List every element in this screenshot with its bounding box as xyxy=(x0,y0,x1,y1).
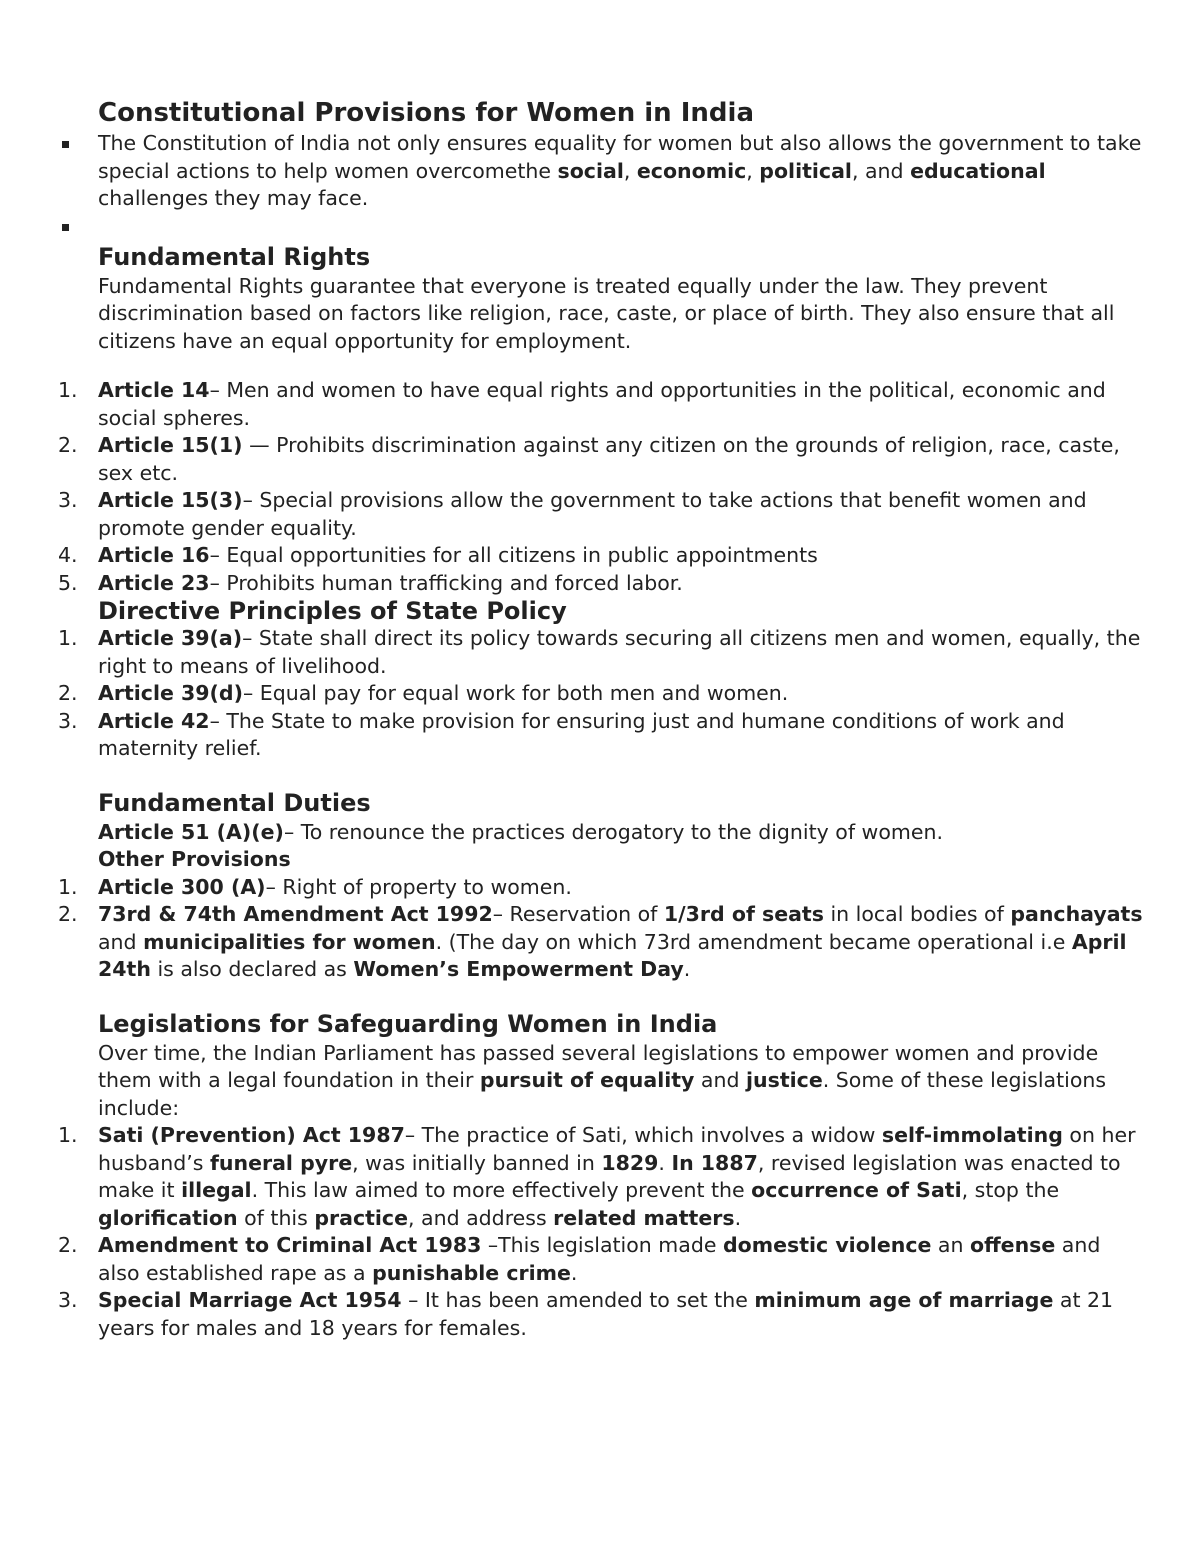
bold-text: Article 39(d) xyxy=(98,681,243,705)
bold-text: Article 39(a) xyxy=(98,626,243,650)
bold-text: social xyxy=(557,158,624,183)
list-item xyxy=(58,874,1148,902)
text-run: , stop the xyxy=(961,1178,1060,1202)
heading-legislations: Legislations for Safeguarding Women in India xyxy=(98,1009,718,1038)
list-item-text xyxy=(98,377,1148,432)
list-item-text xyxy=(98,1232,1148,1287)
text-run: –This legislation made xyxy=(481,1233,723,1257)
list-item-text xyxy=(98,874,1148,902)
legislations-list xyxy=(58,1122,1148,1342)
bold-text: occurrence of Sati xyxy=(751,1178,962,1202)
square-bullet-icon xyxy=(62,224,69,231)
bold-text: glorification xyxy=(98,1205,238,1230)
text-run: – Men and women to have equal rights and opportunities in the political, economic and social spheres. xyxy=(98,378,1106,430)
text-run: , xyxy=(746,158,760,183)
text-run: challenges they may face. xyxy=(98,186,369,210)
list-item xyxy=(58,377,1148,432)
bold-text: 73rd & 74th Amendment Act 1992 xyxy=(98,902,493,926)
list-item-text xyxy=(98,901,1148,984)
bold-text: Article 16 xyxy=(98,543,210,567)
text-run: , was initially banned in xyxy=(352,1150,602,1175)
text-run: . (The day on which 73rd amendment became operational i.e xyxy=(435,929,1072,954)
text-run: and xyxy=(694,1068,747,1092)
list-item xyxy=(58,680,1148,708)
text-run: – Reservation of xyxy=(492,902,664,926)
square-bullet-icon xyxy=(62,141,69,148)
bold-text: self-immolating xyxy=(881,1123,1063,1147)
text-run: – It has been amended to set the xyxy=(401,1288,755,1312)
text-run: , revised legislation was enacted to make it xyxy=(98,1150,1121,1202)
list-item-text xyxy=(98,680,1148,708)
bold-text: offense xyxy=(969,1233,1056,1257)
text-run: , and xyxy=(851,158,911,183)
text-run: of this xyxy=(237,1205,315,1230)
list-number: 3. xyxy=(58,488,78,512)
list-item-text xyxy=(98,1287,1148,1342)
article-51-line xyxy=(98,819,1148,847)
bold-text: Article 42 xyxy=(98,708,210,733)
bold-text: Special Marriage Act 1954 xyxy=(98,1288,402,1312)
list-number: 3. xyxy=(58,1288,78,1312)
bold-text: funeral pyre xyxy=(209,1150,353,1175)
list-item-text xyxy=(98,708,1148,763)
list-item-text xyxy=(98,570,1148,598)
bold-text: minimum age of marriage xyxy=(754,1288,1054,1312)
text-run: on her husband’s xyxy=(98,1123,1136,1175)
list-item-text xyxy=(98,487,1148,542)
list-item xyxy=(58,901,1148,984)
bold-text: domestic violence xyxy=(722,1233,932,1257)
bold-text: Article 15(3) xyxy=(98,488,243,512)
list-item xyxy=(58,1122,1148,1232)
bold-text: April 24th xyxy=(98,929,1127,981)
bold-text: Article 23 xyxy=(98,570,210,595)
intro-bullet xyxy=(98,130,1148,213)
bold-text: 1/3rd of seats xyxy=(663,902,824,926)
text-run: – The State to make provision for ensuring just and humane conditions of work and maternity relief. xyxy=(98,708,1065,760)
bold-text: illegal xyxy=(181,1178,252,1202)
list-number: 1. xyxy=(58,874,78,899)
page-title: Constitutional Provisions for Women in India xyxy=(98,98,754,128)
bold-text: pursuit of equality xyxy=(479,1068,695,1092)
list-number: 5. xyxy=(58,570,78,595)
heading-other-provisions: Other Provisions xyxy=(98,847,291,871)
text-run: . xyxy=(683,957,691,981)
text-run: and xyxy=(98,929,144,954)
text-run: , and address xyxy=(407,1205,554,1230)
heading-fundamental-rights: Fundamental Rights xyxy=(98,242,371,271)
bold-text: political xyxy=(759,158,852,183)
text-run: . xyxy=(734,1205,742,1230)
text-run: . xyxy=(570,1260,578,1285)
text-run: – The practice of Sati, which involves a widow xyxy=(404,1123,882,1147)
empty-bullet xyxy=(98,213,1148,241)
list-item xyxy=(58,1287,1148,1342)
text-run: and also established rape as a xyxy=(98,1233,1101,1285)
list-number: 2. xyxy=(58,433,78,457)
text-run: at 21 years for males and 18 years for females. xyxy=(98,1288,1114,1340)
text-run: – Right of property to women. xyxy=(265,874,572,899)
text-run: in local bodies of xyxy=(823,902,1011,926)
list-item xyxy=(58,570,1148,598)
list-number: 2. xyxy=(58,902,78,926)
bold-text: Article 15(1) xyxy=(98,433,243,457)
bold-text: municipalities for women xyxy=(143,929,436,954)
list-item xyxy=(58,1232,1148,1287)
text-run: . This law aimed to more effectively prevent the xyxy=(251,1178,752,1202)
text-run: – Special provisions allow the government to take actions that benefit women and promote gender equality. xyxy=(98,488,1087,540)
list-number: 2. xyxy=(58,1233,78,1257)
list-item-text xyxy=(98,542,1148,570)
list-number: 1. xyxy=(58,626,78,650)
list-item-text xyxy=(98,432,1148,487)
list-number: 3. xyxy=(58,708,78,733)
bold-text: educational xyxy=(910,158,1046,183)
bold-text: In 1887 xyxy=(671,1150,758,1175)
text-run: – Equal opportunities for all citizens in public appointments xyxy=(209,543,818,567)
list-item xyxy=(58,487,1148,542)
bold-text: practice xyxy=(314,1205,408,1230)
text-run: – To renounce the practices derogatory to the dignity of women. xyxy=(283,819,943,844)
bold-text: Amendment to Criminal Act 1983 xyxy=(98,1233,482,1257)
text-run: – Equal pay for equal work for both men and women. xyxy=(242,681,789,705)
bold-text: punishable crime xyxy=(372,1260,571,1285)
bold-text: justice xyxy=(746,1068,823,1092)
text-run: – State shall direct its policy towards securing all citizens men and women, equally, the right to means of livelihood. xyxy=(98,626,1141,678)
document-content xyxy=(58,96,1148,1342)
fundamental-rights-paragraph: Fundamental Rights guarantee that everyone is treated equally under the law. They prevent discrimination based on factors like religion, race, caste, or place of birth. They also ensure that all citizens have an equal opportunity for employment. xyxy=(98,273,1115,353)
list-number: 1. xyxy=(58,378,78,402)
bold-text: Article 300 (A) xyxy=(98,874,266,899)
bold-text: Sati (Prevention) Act 1987 xyxy=(98,1123,405,1147)
list-item-text xyxy=(98,625,1148,680)
text-run: the xyxy=(517,158,558,183)
text-run: , xyxy=(623,158,637,183)
bold-text: Women’s Empowerment Day xyxy=(353,957,684,981)
list-item xyxy=(58,625,1148,680)
text-run: . Some of these legislations include: xyxy=(98,1068,1107,1120)
legislations-paragraph xyxy=(98,1040,1148,1123)
text-run: The Constitution of India not only ensures equality for women but also allows the government to take special actions to help women overcome xyxy=(98,131,1142,183)
bold-text: related matters xyxy=(553,1205,735,1230)
text-run: is also declared as xyxy=(150,957,354,981)
heading-fundamental-duties: Fundamental Duties xyxy=(98,788,371,817)
list-item xyxy=(58,542,1148,570)
bold-text: Article 14 xyxy=(98,378,210,402)
list-number: 2. xyxy=(58,681,78,705)
heading-directive-principles: Directive Principles of State Policy xyxy=(98,597,567,625)
intro-text xyxy=(98,130,1148,213)
text-run: an xyxy=(931,1233,970,1257)
list-number: 1. xyxy=(58,1123,78,1147)
list-item-text xyxy=(98,1122,1148,1232)
other-provisions-list xyxy=(58,874,1148,984)
bold-text: economic xyxy=(636,158,747,183)
list-number: 4. xyxy=(58,543,78,567)
fundamental-rights-list xyxy=(58,377,1148,597)
text-run: Over time, the Indian Parliament has passed several legislations to empower women and provide them with a legal foundation in their xyxy=(98,1040,1099,1092)
list-item xyxy=(58,432,1148,487)
text-run: . xyxy=(658,1150,672,1175)
bold-text: 1829 xyxy=(601,1150,659,1175)
text-run: — Prohibits discrimination against any citizen on the grounds of religion, race, caste, sex etc. xyxy=(98,433,1120,485)
bold-text: Article 51 (A)(e) xyxy=(98,819,284,844)
text-run: – Prohibits human trafficking and forced labor. xyxy=(209,570,683,595)
directive-principles-list xyxy=(58,625,1148,763)
bold-text: panchayats xyxy=(1010,902,1143,926)
list-item xyxy=(58,708,1148,763)
